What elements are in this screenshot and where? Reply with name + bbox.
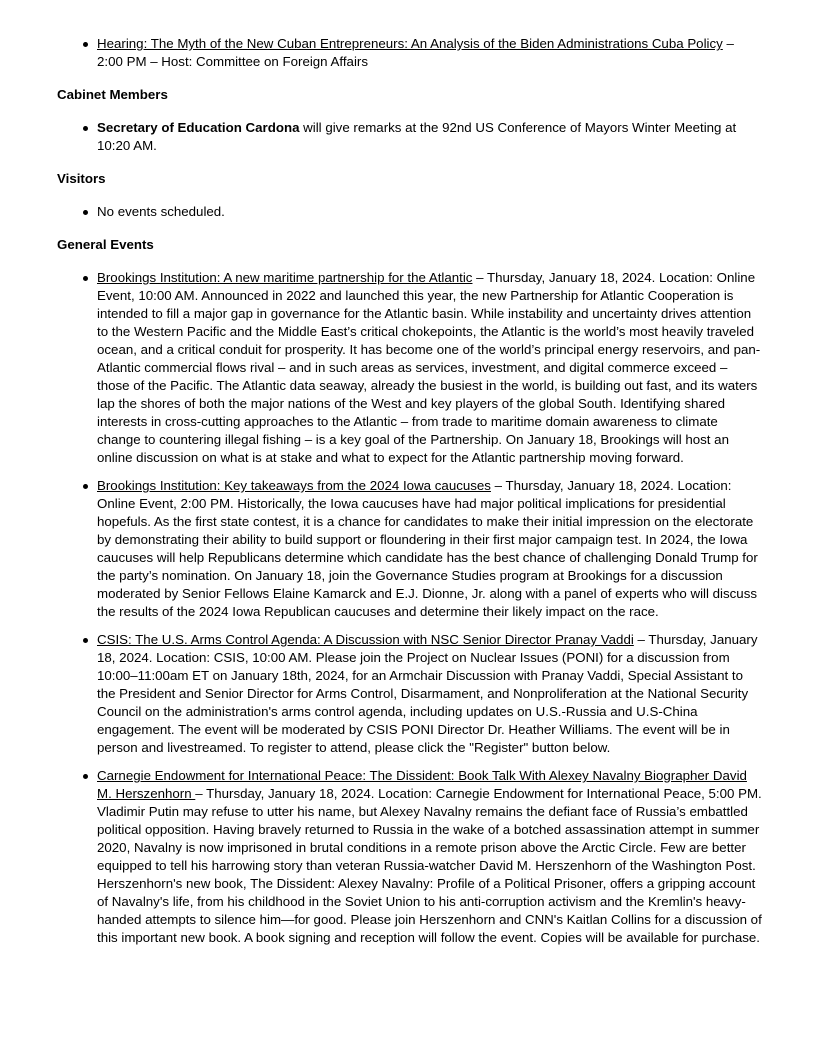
- cabinet-member-name: Secretary of Education Cardona: [97, 120, 300, 135]
- event-item-carnegie: [97, 767, 763, 947]
- bullet-icon: [83, 638, 88, 643]
- cabinet-member-details: will give remarks at the 92nd US Conference of Mayors Winter Meeting at 10:20 AM.: [97, 120, 737, 153]
- bullet-icon: [83, 210, 88, 215]
- general-events-list: [57, 269, 763, 947]
- event-details-atlantic: – Thursday, January 18, 2024. Location: Online Event, 10:00 AM. Announced in 2022 and launched this year, the new Partnership for Atlantic Cooperation is intended to fill a major gap in governance for the Atlantic basin. While instability and uncertainty drives attention to the Western Pacific and the Middle East’s critical chokepoints, the Atlantic is the world’s most heavily traveled ocean, and a critical conduit for prosperity. It has become one of the world’s principal energy reservoirs, and pan-Atlantic commercial flows rival – and in such areas as services, investment, and digital commerce exceed – those of the Pacific. The Atlantic data seaway, already the busiest in the world, is building out fast, and its waters lap the shores of both the major nations of the West and key players of the global South. Identifying shared interests in cross-cutting approaches to the Atlantic – from trade to maritime domain awareness to climate change to countering illegal fishing – is a key goal of the Partnership. On January 18, Brookings will host an online discussion on what is at stake and what to expect for the Atlantic partnership moving forward.: [97, 270, 761, 465]
- list-item: [97, 203, 763, 221]
- bullet-icon: [83, 774, 88, 779]
- event-link-atlantic[interactable]: Brookings Institution: A new maritime partnership for the Atlantic: [97, 270, 473, 285]
- general-events-heading: General Events: [57, 237, 154, 252]
- bullet-icon: [83, 484, 88, 489]
- event-item-iowa: [97, 477, 763, 621]
- event-link-iowa[interactable]: Brookings Institution: Key takeaways from the 2024 Iowa caucuses: [97, 478, 491, 493]
- event-details-iowa: – Thursday, January 18, 2024. Location: Online Event, 2:00 PM. Historically, the Iowa caucuses have had major political implications for presidential hopefuls. As the first state contest, it is a chance for candidates to make their initial impression on the electorate by demonstrating their ability to build support or floundering in their first major campaign test. In 2024, the Iowa caucuses will help Republicans determine which candidate has the best chance of challenging Donald Trump for the party’s nomination. On January 18, join the Governance Studies program at Brookings for a discussion moderated by Senior Fellows Elaine Kamarck and E.J. Dionne, Jr. along with a panel of experts who will discuss the results of the 2024 Iowa Republican caucuses and determine their likely impact on the race.: [97, 478, 758, 619]
- cabinet-list: [57, 119, 763, 155]
- document-page: [57, 35, 763, 947]
- hearing-details: – 2:00 PM – Host: Committee on Foreign Affairs: [97, 36, 734, 69]
- visitors-list: [57, 203, 763, 221]
- visitors-text: No events scheduled.: [97, 204, 225, 219]
- hearing-list: [57, 35, 763, 71]
- bullet-icon: [83, 126, 88, 131]
- event-details-csis: – Thursday, January 18, 2024. Location: CSIS, 10:00 AM. Please join the Project on Nuclear Issues (PONI) for a discussion from 10:00–11:00am ET on January 18th, 2024, for an Armchair Discussion with Pranay Vaddi, Special Assistant to the President and Senior Director for Arms Control, Disarmament, and Nonproliferation at the National Security Council on the administration's arms control agenda, including updates on U.S.-Russia and U.S-China engagement. The event will be moderated by CSIS PONI Director Dr. Heather Williams. The event will be in person and livestreamed. To register to attend, please click the "Register" button below.: [97, 632, 758, 755]
- bullet-icon: [83, 42, 88, 47]
- event-link-csis[interactable]: CSIS: The U.S. Arms Control Agenda: A Discussion with NSC Senior Director Pranay Vaddi: [97, 632, 634, 647]
- visitors-heading: Visitors: [57, 171, 106, 186]
- event-item-csis: [97, 631, 763, 757]
- event-details-carnegie: – Thursday, January 18, 2024. Location: Carnegie Endowment for International Peace, 5:00 PM. Vladimir Putin may refuse to utter his name, but Alexey Navalny remains the defiant face of Russia’s embattled political opposition. Having bravely returned to Russia in the wake of a botched assassination attempt in summer 2020, Navalny is now imprisoned in brutal conditions in a remote prison above the Arctic Circle. Few are better equipped to tell his harrowing story than veteran Russia-watcher David M. Herszenhorn of the Washington Post. Herszenhorn's new book, The Dissident: Alexey Navalny: Profile of a Political Prisoner, offers a gripping account of Navalny's life, from his childhood in the Soviet Union to his anti-corruption activism and the Kremlin's heavy-handed attempts to silence him—for good. Please join Herszenhorn and CNN's Kaitlan Collins for a discussion of this important new book. A book signing and reception will follow the event. Copies will be available for purchase.: [97, 786, 762, 945]
- bullet-icon: [83, 276, 88, 281]
- list-item: [97, 35, 763, 71]
- event-link-carnegie[interactable]: Carnegie Endowment for International Peace: The Dissident: Book Talk With Alexey Navalny Biographer David M. Herszenhorn: [97, 768, 747, 801]
- list-item: [97, 119, 763, 155]
- cabinet-members-heading: Cabinet Members: [57, 87, 168, 102]
- event-item-atlantic: [97, 269, 763, 467]
- hearing-link[interactable]: Hearing: The Myth of the New Cuban Entrepreneurs: An Analysis of the Biden Administrations Cuba Policy: [97, 36, 723, 51]
